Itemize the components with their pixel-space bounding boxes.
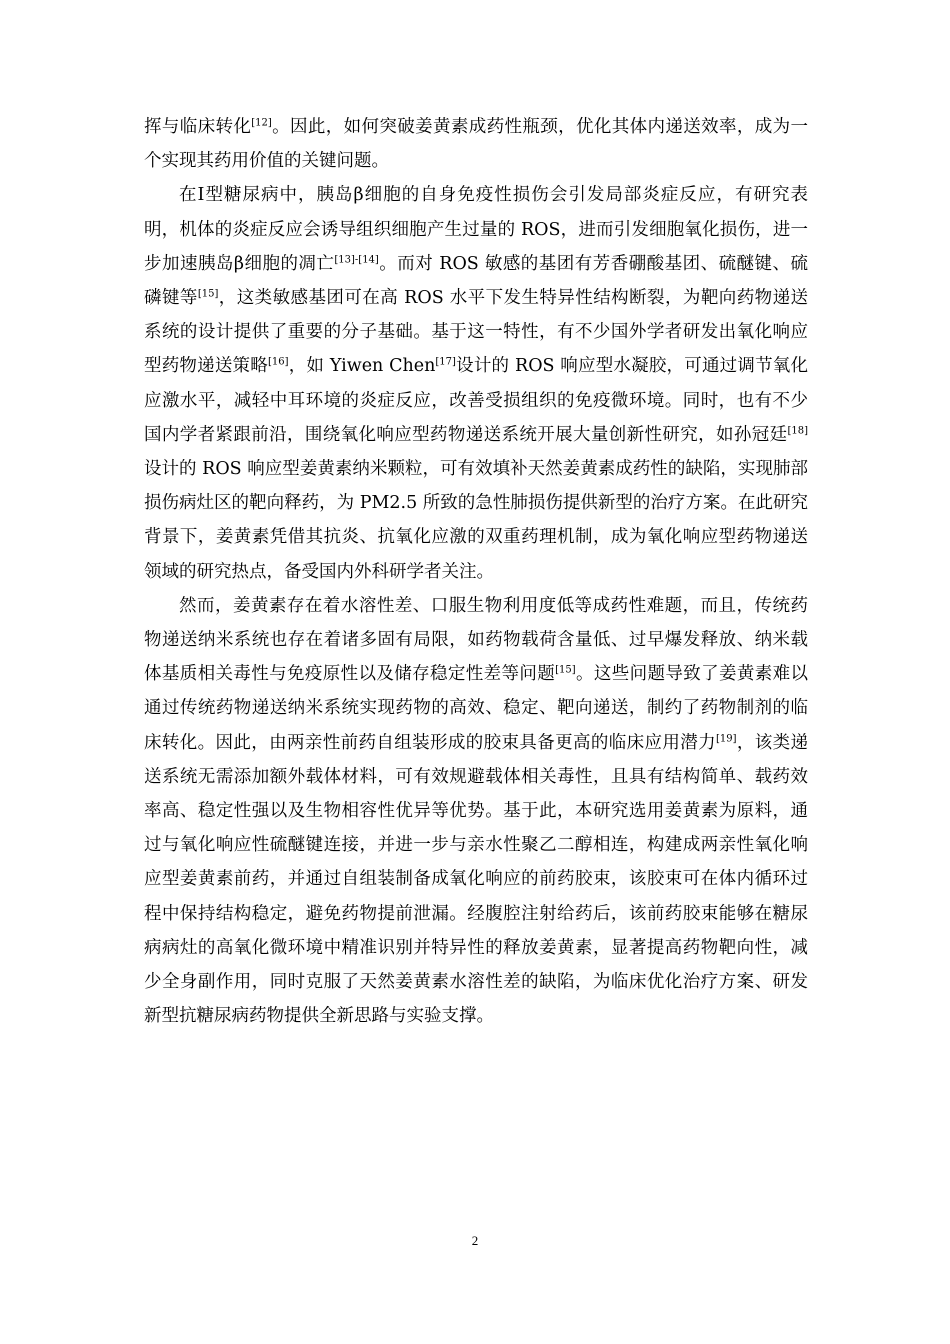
citation-ref: [16] (267, 356, 289, 368)
text-run: ，这类敏感基团可在高 ROS 水平下发生特异性结构断裂，为靶向药物递送系统的设计提供了重要的分子基础。基于这一特性，有不少国外学者研发出氧化响应型药物递送策略 (144, 288, 809, 377)
page-number: 2 (471, 1233, 479, 1248)
text-run: ，该类递送系统无需添加额外载体材料，可有效规避载体相关毒性，且具有结构简单、载药效率高、稳定性强以及生物相容性优异等优势。基于此，本研究选用姜黄素为原料，通过与氧化响应性硫醚键连接，并进一步与亲水性聚乙二醇相连，构建成两亲性氧化响应型姜黄素前药，并通过自组装制备成氧化响应的前药胶束，该胶束可在体内循环过程中保持结构稳定，避免药物提前泄漏。经腹腔注射给药后，该前药胶束能够在糖尿病病灶的高氧化微环境中精准识别并特异性的释放姜黄素，显著提高药物靶向性，减少全身副作用，同时克服了天然姜黄素水溶性差的缺陷，为临床优化治疗方案、研发新型抗糖尿病药物提供全新思路与实验支撑。 (144, 732, 809, 1027)
text-run: 设计的 ROS 响应型水凝胶，可通过调节氧化应激水平，减轻中耳环境的炎症反应，改善受损组织的免疫微环境。同时，也有不少国内学者紧跟前沿，围绕氧化响应型药物递送系统开展大量创新性研究，如孙冠廷 (144, 356, 808, 445)
citation-ref: [13]-[14] (334, 254, 379, 266)
paragraph-continuation (144, 110, 808, 178)
citation-ref: [15] (197, 288, 219, 300)
text-run: ，如 Yiwen Chen (288, 356, 436, 377)
text-run: 。这些问题导致了姜黄素难以通过传统药物递送纳米系统实现药物的高效、稳定、靶向递送，制约了药物制剂的临床转化。因此，由两亲性前药自组装形成的胶束具备更高的临床应用潜力 (144, 664, 809, 753)
paragraph-ros-background (144, 178, 808, 588)
citation-ref: [12] (251, 117, 272, 129)
citation-ref: [18] (787, 425, 808, 437)
text-run: 。因此，如何突破姜黄素成药性瓶颈，优化其体内递送效率，成为一个实现其药用价值的关键问题。 (144, 117, 809, 172)
citation-ref: [19] (715, 733, 737, 745)
citation-ref: [15] (555, 664, 576, 676)
paragraph-study-rationale (144, 589, 808, 1034)
text-run: 在Ⅰ型糖尿病中，胰岛β细胞的自身免疫性损伤会引发局部炎症反应，有研究表明，机体的炎症反应会诱导组织细胞产生过量的 ROS，进而引发细胞氧化损伤，进一步加速胰岛β细胞的凋亡 (144, 185, 808, 274)
text-run: 然而，姜黄素存在着水溶性差、口服生物利用度低等成药性难题，而且，传统药物递送纳米系统也存在着诸多固有局限，如药物载荷含量低、过早爆发释放、纳米载体基质相关毒性与免疫原性以及储存稳定性差等问题 (144, 595, 808, 685)
text-run: 设计的 ROS 响应型姜黄素纳米颗粒，可有效填补天然姜黄素成药性的缺陷，实现肺部损伤病灶区的靶向释药，为 PM2.5 所致的急性肺损伤提供新型的治疗方案。在此研究背景下，姜黄素凭借其抗炎、抗氧化应激的双重药理机制，成为氧化响应型药物递送领域的研究热点，备受国内外科研学者关注。 (144, 459, 808, 582)
body-text (144, 110, 808, 1033)
text-run: 。而对 ROS 敏感的基团有芳香硼酸基团、硫醚键、硫磷键等 (144, 253, 808, 309)
citation-ref: [17] (435, 356, 456, 368)
text-run: 挥与临床转化 (144, 117, 252, 137)
